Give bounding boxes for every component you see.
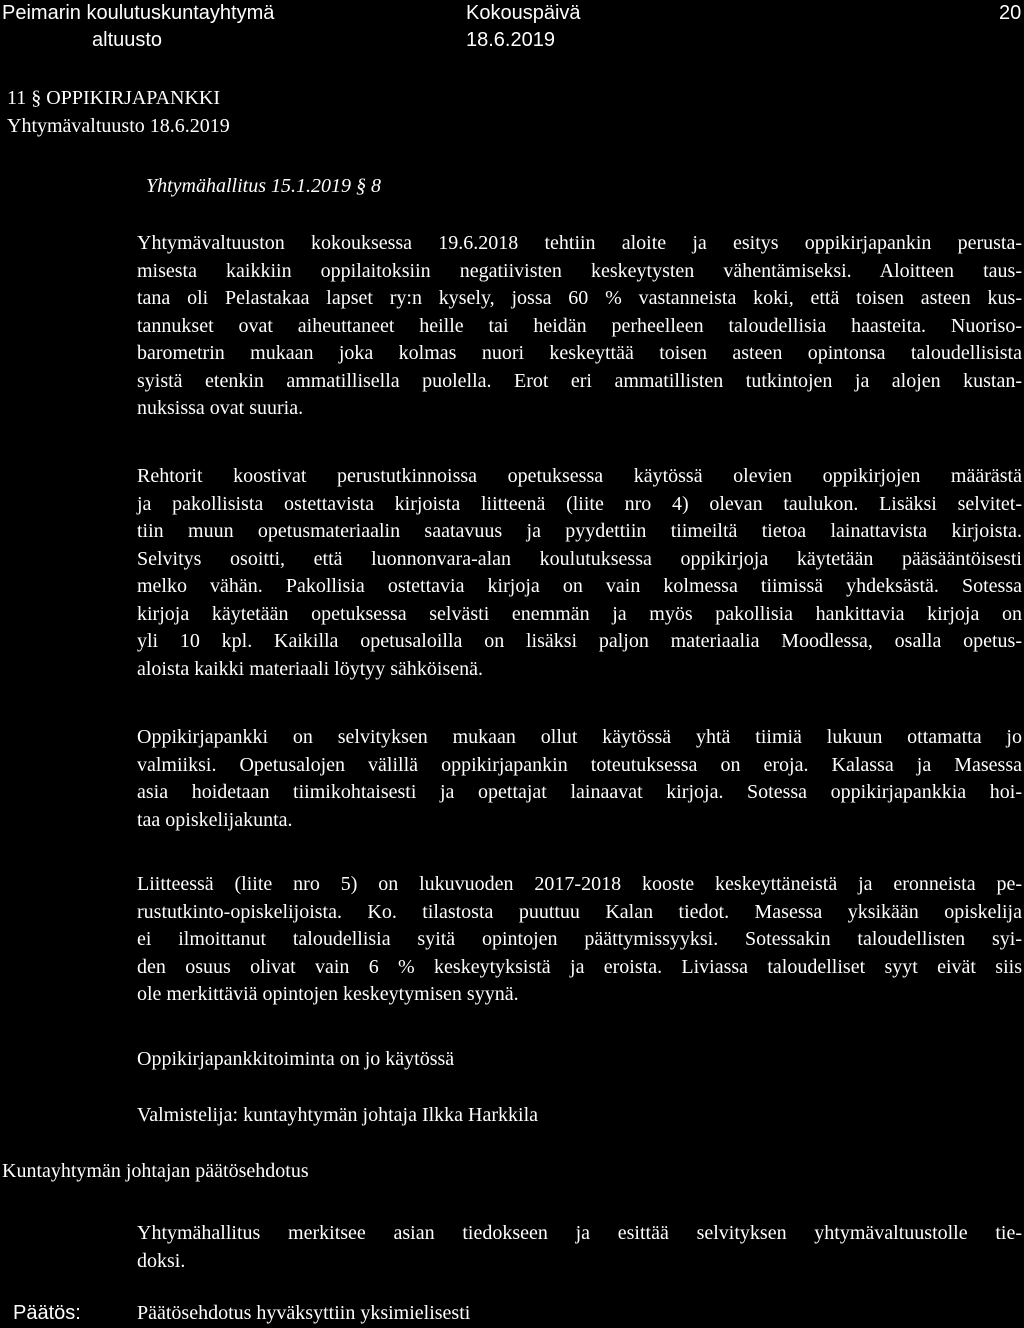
paragraph-1	[137, 230, 1022, 423]
decision-label: Päätös:	[13, 1302, 81, 1324]
paragraph-line: kirjoja käytetään opetuksessa selvästi enemmän ja myös pakollisia hankittavia kirjoja on	[137, 602, 1022, 625]
paragraph-line: Liitteessä (liite nro 5) on lukuvuoden 2017-2018 kooste keskeyttäneistä ja eronneista pe-	[137, 873, 1022, 895]
paragraph-line: barometrin mukaan joka kolmas nuori keskeyttää toisen asteen opintonsa taloudellisista	[137, 342, 1022, 364]
paragraph-5: Oppikirjapankkitoiminta on jo käytössä	[137, 1048, 455, 1070]
header-page-number: 20	[999, 2, 1022, 24]
section-title: 11 § OPPIKIRJAPANKKI	[7, 87, 220, 109]
paragraph-line: Oppikirjapankki on selvityksen mukaan ollut käytössä yhtä tiimiä lukuun ottamatta jo	[137, 726, 1022, 748]
paragraph-line: valmiiksi. Opetusalojen välillä oppikirjapankin toteutuksessa on eroja. Kalassa ja Masessa	[137, 753, 1022, 776]
paragraph-line: rustutkinto-opiskelijoista. Ko. tilastosta puuttuu Kalan tiedot. Masessa yksikään opiskelija	[137, 900, 1022, 923]
header-meeting-label: Kokouspäivä	[466, 2, 581, 24]
proposal-text	[137, 1220, 1022, 1275]
paragraph-line: den osuus olivat vain 6 % keskeytyksistä ja eroista. Liviassa taloudelliset syyt eivät siis	[137, 955, 1022, 978]
header-org: Peimarin koulutuskuntayhtymä	[2, 2, 275, 24]
paragraph-line: syistä etenkin ammatillisella puolella. Erot eri ammatillisten tutkintojen ja alojen kustan-	[137, 369, 1022, 392]
header-body: altuusto	[92, 29, 163, 51]
paragraph-line: ja pakollisista ostettavista kirjoista liitteenä (liite nro 4) olevan taulukon. Lisäksi selvitet-	[137, 492, 1022, 515]
decision-text: Päätösehdotus hyväksyttiin yksimielisesti	[137, 1302, 471, 1324]
paragraph-line: nuksissa ovat suuria.	[137, 397, 304, 419]
paragraph-line: tana oli Pelastakaa lapset ry:n kysely, jossa 60 % vastanneista koki, että toisen asteen kus-	[137, 287, 1022, 309]
paragraph-line: ei ilmoittanut taloudellisia syitä opintojen päättymissyyksi. Sotessakin taloudellisten syi-	[137, 928, 1022, 950]
header-meeting-date: 18.6.2019	[466, 29, 555, 51]
paragraph-line: taa opiskelijakunta.	[137, 808, 293, 831]
section-reference: Yhtymähallitus 15.1.2019 § 8	[146, 175, 382, 197]
paragraph-2	[137, 463, 1022, 683]
paragraph-line: melko vähän. Pakollisia ostettavia kirjoja on vain kolmessa tiimissä yhdeksästä. Sotessa	[137, 575, 1022, 597]
preparer-line: Valmistelija: kuntayhtymän johtaja Ilkka Harkkila	[137, 1104, 539, 1126]
paragraph-line: asia hoidetaan tiimikohtaisesti ja opettajat lainaavat kirjoja. Sotessa oppikirjapankkia hoi-	[137, 781, 1022, 803]
paragraph-line: Selvitys osoitti, että luonnonvara-alan koulutuksessa oppikirjoja käytetään pääsääntöisesti	[137, 547, 1022, 570]
paragraph-line: tiin muun opetusmateriaalin saatavuus ja pyydettiin tiimeiltä tietoa lainattavista kirjoista.	[137, 520, 1022, 542]
paragraph-line: ole merkittäviä opintojen keskeytymisen syynä.	[137, 983, 519, 1005]
paragraph-line: Yhtymävaltuuston kokouksessa 19.6.2018 tehtiin aloite ja esitys oppikirjapankin perusta-	[137, 232, 1022, 254]
paragraph-line: doksi.	[137, 1249, 186, 1272]
proposal-label: Kuntayhtymän johtajan päätösehdotus	[2, 1160, 309, 1182]
paragraph-line: Yhtymähallitus merkitsee asian tiedokseen ja esittää selvityksen yhtymävaltuustolle tie-	[137, 1222, 1022, 1244]
paragraph-line: aloista kaikki materiaali löytyy sähköisenä.	[137, 657, 484, 680]
paragraph-line: Rehtorit koostivat perustutkinnoissa opetuksessa käytössä olevien oppikirjojen määrästä	[137, 465, 1022, 487]
paragraph-line: yli 10 kpl. Kaikilla opetusaloilla on lisäksi paljon materiaalia Moodlessa, osalla opetus-	[137, 630, 1022, 652]
paragraph-line: misesta kaikkiin oppilaitoksiin negatiivisten keskeytysten vähentämiseksi. Aloitteen taus-	[137, 259, 1022, 282]
paragraph-3	[137, 724, 1022, 834]
section-subtitle: Yhtymävaltuusto 18.6.2019	[7, 115, 230, 137]
paragraph-4	[137, 871, 1022, 1009]
paragraph-line: tannukset ovat aiheuttaneet heille tai heidän perheelleen taloudellisia haasteita. Nuoriso-	[137, 314, 1022, 337]
